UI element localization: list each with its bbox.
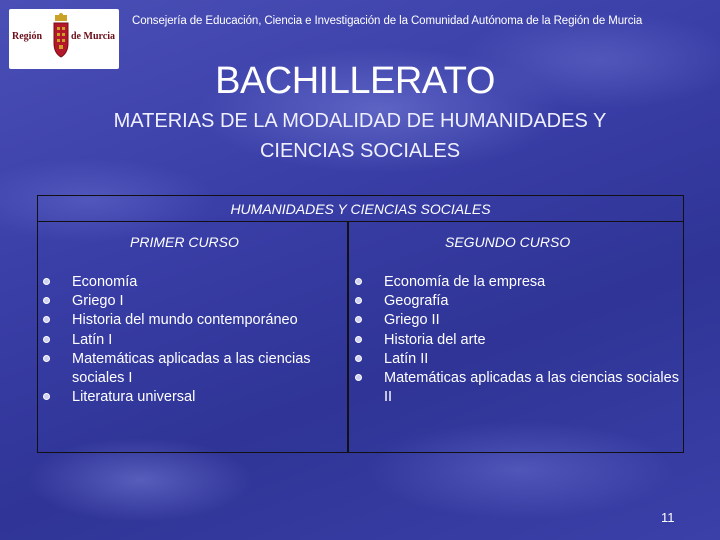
bullet-icon [43, 297, 50, 304]
subject-label: Historia del arte [384, 331, 486, 348]
subject-label: Matemáticas aplicadas a las ciencias sociales I [72, 350, 311, 387]
subject-label: Griego I [72, 293, 124, 310]
subject-label: Historia del mundo contemporáneo [72, 312, 298, 329]
list-item [350, 369, 682, 407]
list-item [38, 388, 343, 407]
table-title: HUMANIDADES Y CIENCIAS SOCIALES [38, 196, 683, 222]
list-item [350, 311, 682, 330]
bullet-icon [43, 278, 50, 285]
list-item [38, 273, 343, 292]
bullet-icon [43, 393, 50, 400]
subject-label: Economía [72, 274, 138, 290]
list-item [350, 292, 682, 311]
bullet-icon [43, 336, 50, 343]
bullet-icon [43, 355, 50, 362]
slide-subtitle-line1: MATERIAS DE LA MODALIDAD DE HUMANIDADES Y [113, 110, 607, 132]
slide-title: BACHILLERATO [215, 60, 495, 102]
subjects-table [37, 195, 684, 453]
list-item [350, 331, 682, 350]
slide-subtitle-line2: CIENCIAS SOCIALES [259, 140, 461, 162]
bullet-icon [355, 355, 362, 362]
logo-text-region: Región [12, 31, 42, 42]
bullet-icon [43, 316, 50, 323]
list-item [38, 350, 343, 388]
list-item [38, 311, 343, 330]
subject-label: Geografía [384, 293, 449, 310]
bullet-icon [355, 316, 362, 323]
column-divider [347, 222, 349, 452]
list-item [38, 292, 343, 311]
list-item [350, 350, 682, 369]
subject-label: Latín II [384, 350, 429, 367]
primer-curso-list [38, 273, 343, 407]
list-item [38, 331, 343, 350]
column-header-primer-curso: PRIMER CURSO [130, 234, 239, 250]
segundo-curso-list [350, 273, 682, 407]
institution-header: Consejería de Educación, Ciencia e Investigación de la Comunidad Autónoma de la Región de Murcia [132, 15, 643, 27]
list-item [350, 273, 682, 292]
subject-label: Economía de la empresa [384, 274, 546, 290]
page-number: 11 [661, 510, 675, 525]
logo-text-murcia: de Murcia [71, 31, 115, 42]
subject-label: Latín I [72, 331, 113, 348]
bullet-icon [355, 278, 362, 285]
bullet-icon [355, 374, 362, 381]
subject-label: Literatura universal [72, 389, 196, 406]
bullet-icon [355, 297, 362, 304]
subject-label: Matemáticas aplicadas a las ciencias sociales II [384, 370, 679, 406]
bullet-icon [355, 336, 362, 343]
column-header-segundo-curso: SEGUNDO CURSO [445, 234, 571, 250]
subject-label: Griego II [384, 312, 440, 329]
coat-of-arms-icon [51, 13, 71, 65]
